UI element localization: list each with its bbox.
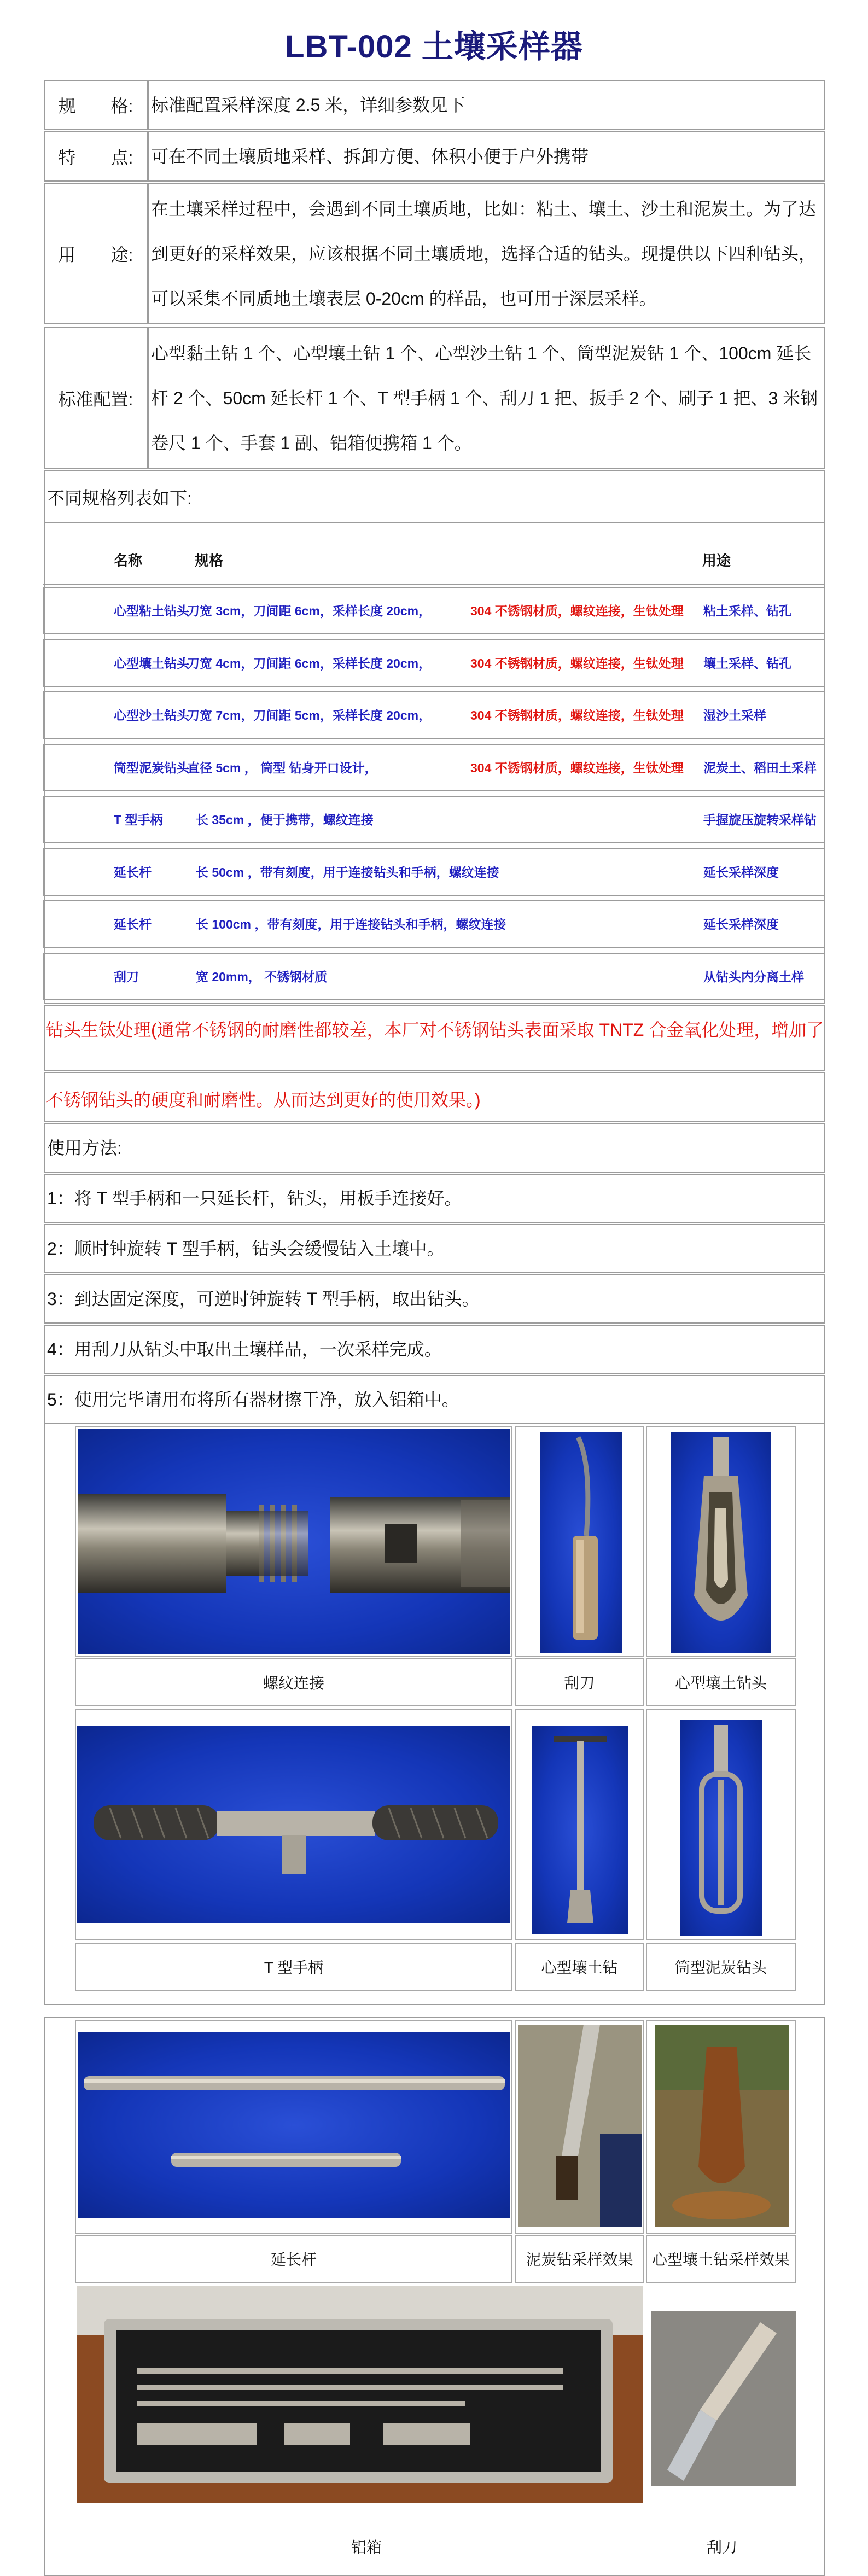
spec-item-spec: 宽 20mm， 不锈钢材质	[196, 969, 328, 984]
treatment-box-2	[44, 1072, 825, 1122]
spec-label: 规 格:	[44, 80, 148, 130]
spec-item-name: 心型壤土钻头	[114, 656, 189, 671]
aluminium-case-photo	[77, 2286, 643, 2503]
spec-row	[43, 587, 825, 634]
spec-item-material: 304 不锈钢材质，螺纹连接，生钛处理	[470, 656, 684, 671]
method-step-2: 2：顺时钟旋转 T 型手柄，钻头会缓慢钻入土壤中。	[44, 1224, 825, 1273]
spec-item-use: 从钻头内分离土样	[703, 969, 804, 984]
spec-item-name: 延长杆	[114, 865, 152, 879]
loam-effect-photo	[655, 2025, 789, 2227]
spec-item-material: 304 不锈钢材质，螺纹连接，生钛处理	[470, 604, 684, 618]
method-step-3: 3：到达固定深度，可逆时钟旋转 T 型手柄，取出钻头。	[44, 1274, 825, 1324]
peat-drill-photo	[680, 1720, 762, 1936]
peat-drill-image	[680, 1720, 762, 1936]
spec-item-name: 筒型泥炭钻头	[114, 760, 189, 775]
spec-table-divider	[45, 522, 824, 523]
spec-item-spec: 刀宽 7cm，刀间距 5cm，采样长度 20cm，	[187, 708, 432, 722]
scraper-image	[540, 1432, 622, 1653]
photo-cell-thread	[75, 1426, 512, 1657]
thread-photo	[78, 1429, 510, 1654]
spec-row	[43, 691, 825, 739]
header-name: 名称	[114, 552, 143, 569]
scraper-2-image	[651, 2311, 796, 2486]
spec-item-use: 手握旋压旋转采样钻	[703, 813, 817, 827]
photo-cell-scraper	[515, 1426, 644, 1657]
treatment-box	[44, 1005, 825, 1071]
extension-rods-image	[78, 2032, 510, 2218]
spec-item-use: 泥炭土、稻田土采样	[703, 760, 817, 775]
caption-extension-rods: 延长杆	[75, 2235, 512, 2283]
spec-item-spec: 刀宽 3cm，刀间距 6cm，采样长度 20cm，	[187, 604, 432, 618]
method-step-1: 1：将 T 型手柄和一只延长杆，钻头，用板手连接好。	[44, 1174, 825, 1223]
method-step-4: 4：用刮刀从钻头中取出土壤样品，一次采样完成。	[44, 1325, 825, 1374]
header-spec: 规格	[195, 552, 224, 569]
spec-item-use: 壤土采样、钻孔	[703, 656, 791, 671]
spec-item-use: 延长采样深度	[703, 865, 779, 879]
treatment-line2: 不锈钢钻头的硬度和耐磨性。从而达到更好的使用效果。)	[46, 1090, 481, 1110]
caption-scraper: 刮刀	[515, 1658, 644, 1706]
peat-effect-image	[518, 2025, 642, 2227]
spec-row	[43, 744, 825, 791]
spec-item-name: 心型沙土钻头	[114, 708, 189, 722]
page-title: LBT-002 土壤采样器	[285, 29, 583, 65]
spec-item-name: 心型粘土钻头	[114, 604, 189, 618]
spec-item-spec: 刀宽 4cm，刀间距 6cm，采样长度 20cm，	[187, 656, 432, 671]
loam-drill-image	[671, 1432, 771, 1653]
usage-value: 在土壤采样过程中，会遇到不同土壤质地，比如：粘土、壤土、沙土和泥炭土。为了达到更好的采样效果，应该根据不同土壤质地，选择合适的钻头。现提供以下四种钻头，可以采集不同质地土壤表层 0-20cm 的样品，也可用于深层采样。	[148, 183, 825, 324]
scraper-photo	[540, 1432, 622, 1653]
photo-cell-peat-drill	[646, 1709, 796, 1940]
treatment-line1: 钻头生钛处理(通常不锈钢的耐磨性都较差，本厂对不锈钢钻头表面采取 TNTZ 合金氧化处理，增加了	[46, 1020, 824, 1040]
thread-connection-image	[78, 1429, 510, 1654]
caption-peat-drill: 筒型泥炭钻头	[646, 1943, 796, 1991]
spec-row	[43, 953, 825, 1000]
spec-item-spec: 长 100cm ，带有刻度，用于连接钻头和手柄，螺纹连接	[196, 917, 506, 931]
spec-item-use: 粘土采样、钻孔	[703, 604, 791, 618]
caption-peat-effect: 泥炭钻采样效果	[515, 2235, 644, 2283]
header-use: 用途	[702, 552, 731, 569]
photo-cell-loam-drill-full	[515, 1709, 644, 1940]
caption-loam-drill-head: 心型壤土钻头	[646, 1658, 796, 1706]
spec-item-name: 延长杆	[114, 917, 152, 931]
spec-row	[43, 639, 825, 687]
photo-cell-loam-effect	[646, 2020, 796, 2234]
scraper-2-photo	[651, 2311, 796, 2486]
spec-item-use: 延长采样深度	[703, 917, 779, 931]
photo-cell-t-handle	[75, 1709, 512, 1940]
t-handle-image	[77, 1726, 510, 1923]
aluminium-case-image	[77, 2286, 643, 2503]
spec-row	[43, 848, 825, 896]
caption-loam-drill: 心型壤土钻	[515, 1943, 644, 1991]
t-handle-photo	[77, 1726, 510, 1923]
loam-effect-image	[655, 2025, 789, 2227]
spec-table-intro: 不同规格列表如下:	[47, 488, 192, 508]
photo-cell-peat-effect	[515, 2020, 644, 2234]
loam-drill-full-photo	[532, 1726, 628, 1934]
caption-t-handle: T 型手柄	[75, 1943, 512, 1991]
loam-drill-full-image	[532, 1726, 628, 1934]
usage-label: 用 途:	[44, 183, 148, 324]
caption-scraper-2: 刮刀	[706, 2539, 737, 2556]
header-divider	[43, 584, 825, 585]
feature-label: 特 点:	[44, 131, 148, 182]
spec-item-material: 304 不锈钢材质，螺纹连接，生钛处理	[470, 760, 684, 775]
spec-row	[43, 796, 825, 843]
caption-loam-effect: 心型壤土钻采样效果	[646, 2235, 796, 2283]
loam-drill-photo	[671, 1432, 771, 1653]
photo-cell-extension-rods	[75, 2020, 512, 2234]
caption-aluminium-case: 铝箱	[351, 2539, 382, 2556]
peat-effect-photo	[518, 2025, 642, 2227]
spec-item-use: 湿沙土采样	[703, 708, 766, 722]
spec-row	[43, 900, 825, 948]
spec-item-name: 刮刀	[114, 969, 139, 984]
spec-item-spec: 长 35cm ，便于携带，螺纹连接	[196, 813, 374, 827]
spec-item-spec: 长 50cm ，带有刻度，用于连接钻头和手柄，螺纹连接	[196, 865, 499, 879]
method-step-5: 5：使用完毕请用布将所有器材擦干净，放入铝箱中。	[44, 1375, 825, 1424]
spec-value: 标准配置采样深度 2.5 米，详细参数见下	[148, 80, 825, 130]
feature-value: 可在不同土壤质地采样、拆卸方便、体积小便于户外携带	[148, 131, 825, 182]
photo-cell-loam-drill	[646, 1426, 796, 1657]
spec-item-name: T 型手柄	[114, 813, 163, 827]
spec-item-spec: 直径 5cm ， 筒型 钻身开口设计，	[187, 760, 377, 775]
spec-item-material: 304 不锈钢材质，螺纹连接，生钛处理	[470, 708, 684, 722]
config-value: 心型黏土钻 1 个、心型壤土钻 1 个、心型沙土钻 1 个、筒型泥炭钻 1 个、100cm 延长杆 2 个、50cm 延长杆 1 个、T 型手柄 1 个、刮刀 1 把、扳手 2 个、刷子 1 把、3 米钢卷尺 1 个、手套 1 副、铝箱便携箱 1 个。	[148, 327, 825, 469]
config-label: 标准配置:	[44, 327, 148, 469]
caption-thread: 螺纹连接	[75, 1658, 512, 1706]
method-title: 使用方法:	[44, 1123, 825, 1173]
extension-rods-photo	[78, 2032, 510, 2218]
